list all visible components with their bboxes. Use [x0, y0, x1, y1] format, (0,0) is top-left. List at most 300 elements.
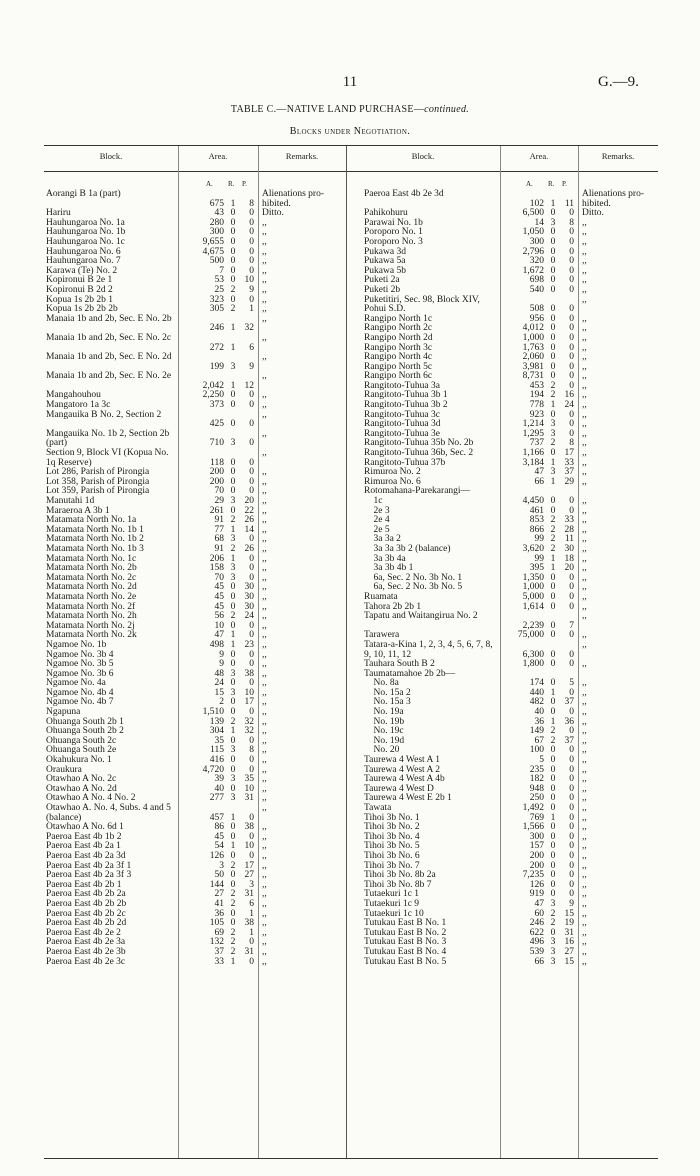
- area-acres: 272: [209, 342, 224, 353]
- block-name: Ngamoe No. 4b 4: [46, 687, 114, 698]
- area-perches: 36: [564, 716, 574, 727]
- area-roods: 1: [230, 956, 236, 967]
- table-header-rule: [44, 171, 658, 172]
- remarks: ,,: [262, 591, 267, 602]
- area-acres: 105: [209, 918, 224, 929]
- area-acres: 29: [214, 496, 224, 506]
- remarks: ,,: [582, 812, 587, 823]
- area-roods: 3: [230, 496, 236, 506]
- area-acres: 1,050: [522, 227, 544, 238]
- area-perches: 0: [569, 409, 574, 420]
- area-perches: 0: [249, 256, 254, 267]
- remarks: ,,: [582, 284, 587, 295]
- area-acres: 261: [209, 505, 224, 516]
- area-roods: 0: [550, 678, 556, 689]
- block-name: Tauhara South B 2: [364, 659, 435, 670]
- area-roods: 0: [550, 630, 556, 641]
- area-acres: 304: [209, 726, 224, 737]
- remarks: Ditto.: [582, 208, 604, 219]
- area-roods: 0: [550, 659, 556, 670]
- left-table-body: [46, 190, 346, 967]
- table-row: [364, 727, 658, 737]
- area-roods: 0: [550, 371, 556, 382]
- area-perches: 0: [569, 380, 574, 391]
- table-row: [364, 583, 658, 593]
- area-perches: 10: [244, 687, 254, 698]
- area-roods: 0: [230, 879, 236, 890]
- area-acres: 2,042: [202, 380, 224, 391]
- area-acres: 5,000: [522, 591, 544, 602]
- area-perches: 0: [569, 419, 574, 430]
- area-perches: 0: [249, 937, 254, 948]
- area-perches: 6: [249, 898, 254, 909]
- area-roods: 0: [230, 764, 236, 775]
- block-name: Poroporo No. 1: [364, 227, 423, 238]
- area-roods: 0: [230, 467, 236, 478]
- area-acres: 5: [539, 755, 544, 766]
- area-acres: 75,000: [517, 630, 544, 641]
- remarks: ,,: [262, 294, 267, 305]
- area-acres: 320: [529, 256, 544, 267]
- block-name: Matamata North No. 2e: [46, 591, 137, 602]
- block-name: 2e 3: [364, 505, 390, 516]
- remarks: ,,: [262, 515, 267, 526]
- area-perches: 5: [569, 678, 574, 689]
- block-name: Paeroa East 4b 2a 3f 1: [46, 860, 132, 871]
- area-perches: 11: [564, 198, 574, 209]
- remarks: ,,: [262, 601, 267, 612]
- area-perches: 37: [564, 697, 574, 708]
- area-perches: 0: [249, 265, 254, 276]
- area-perches: 26: [244, 543, 254, 554]
- remarks: ,,: [582, 726, 587, 737]
- area-acres: 182: [529, 774, 544, 785]
- area-acres: 200: [529, 860, 544, 871]
- area-acres: 33: [214, 956, 224, 967]
- remarks: ,,: [262, 304, 267, 315]
- area-roods: 0: [230, 505, 236, 516]
- block-name: Matamata North No. 1c: [46, 553, 137, 564]
- table-row: [364, 737, 658, 747]
- block-name: Tutukau East B No. 4: [364, 946, 447, 957]
- area-acres: 91: [214, 543, 224, 554]
- remarks: ,,: [262, 841, 267, 852]
- area-roods: 0: [550, 284, 556, 295]
- area-acres: 66: [534, 476, 544, 487]
- remarks: ,,: [582, 342, 587, 353]
- table-row: [364, 267, 658, 277]
- area-acres: 126: [529, 879, 544, 890]
- area-perches: 0: [569, 707, 574, 718]
- block-name: Ngamoe No. 3b 6: [46, 668, 114, 679]
- area-roods: 0: [230, 457, 236, 468]
- remarks: ,,: [262, 620, 267, 631]
- table-row: [46, 698, 346, 708]
- block-name: 3a 3a 3b 2 (balance): [364, 543, 451, 554]
- area-perches: 7: [569, 620, 574, 631]
- area-roods: 0: [230, 236, 236, 247]
- area-roods: 1: [550, 476, 556, 487]
- remarks: ,,: [582, 956, 587, 967]
- remarks: ,,: [582, 236, 587, 247]
- area-acres: 45: [214, 601, 224, 612]
- block-name: Aorangi B 1a (part): [46, 189, 121, 199]
- area-perches: 0: [249, 246, 254, 257]
- area-roods: 0: [550, 707, 556, 718]
- block-name: Rangitoto-Tuhua 3e: [364, 428, 440, 439]
- area-perches: 0: [569, 774, 574, 785]
- area-roods: 0: [230, 649, 236, 660]
- block-name: No. 15a 2: [364, 687, 411, 698]
- area-perches: 10: [244, 841, 254, 852]
- remarks: ,,: [582, 908, 587, 919]
- area-perches: 0: [249, 850, 254, 861]
- area-perches: 0: [249, 227, 254, 238]
- block-name: Ngapuna: [46, 707, 81, 718]
- area-perches: 0: [569, 208, 574, 219]
- area-roods: 1: [550, 457, 556, 468]
- remarks: ,,: [582, 313, 587, 324]
- remarks: ,,: [582, 332, 587, 343]
- area-roods: 3: [550, 217, 556, 228]
- remarks: ,,: [582, 678, 587, 689]
- area-perches: 0: [569, 284, 574, 295]
- area-roods: 3: [550, 419, 556, 430]
- block-name: Rangitoto-Tuhua 3b 2: [364, 400, 448, 411]
- block-name: Mangauika B No. 2, Section 2: [46, 409, 162, 420]
- block-name: No. 19b: [364, 716, 405, 727]
- area-perches: 32: [244, 716, 254, 727]
- area-perches: 8: [249, 198, 254, 209]
- block-name: Hauhungaroa No. 1a: [46, 217, 125, 228]
- area-acres: 737: [529, 438, 544, 449]
- area-perches: 20: [564, 563, 574, 574]
- area-perches: 0: [569, 582, 574, 593]
- area-perches: 9: [249, 361, 254, 372]
- block-name: Oraukura: [46, 764, 82, 775]
- block-name: Tutaekuri 1c 10: [364, 908, 424, 919]
- remarks: ,,: [262, 582, 267, 593]
- area-perches: 30: [244, 591, 254, 602]
- area-perches: 0: [249, 630, 254, 641]
- area-acres: 1,214: [522, 419, 544, 430]
- area-acres: 60: [534, 908, 544, 919]
- area-roods: 0: [550, 601, 556, 612]
- area-perches: 31: [244, 946, 254, 957]
- area-acres: 2,796: [522, 246, 544, 257]
- area-perches: 37: [564, 735, 574, 746]
- unit-a-left: A.: [206, 180, 213, 188]
- remarks: ,,: [262, 918, 267, 929]
- block-name: Otawhao A No. 2d: [46, 783, 117, 794]
- remarks: ,,: [582, 380, 587, 391]
- area-perches: 0: [569, 505, 574, 516]
- remarks: ,,: [262, 534, 267, 545]
- area-perches: 0: [249, 438, 254, 449]
- area-roods: 2: [550, 918, 556, 929]
- area-roods: 0: [230, 400, 236, 411]
- block-name: Puketi 2a: [364, 275, 400, 286]
- block-name: Pahikohuru: [364, 208, 408, 219]
- area-roods: 0: [230, 582, 236, 593]
- table-row: [46, 449, 346, 468]
- remarks: ,,: [262, 889, 267, 900]
- remarks: ,,: [582, 256, 587, 267]
- area-perches: 0: [249, 467, 254, 478]
- remarks: ,,: [262, 803, 267, 813]
- block-name: Hauhungaroa No. 1c: [46, 236, 125, 247]
- remarks: ,,: [582, 515, 587, 526]
- area-acres: 118: [210, 457, 224, 468]
- area-perches: 0: [249, 735, 254, 746]
- area-perches: 11: [564, 534, 574, 545]
- table-row: [364, 958, 658, 968]
- area-roods: 0: [230, 822, 236, 833]
- area-roods: 0: [550, 860, 556, 871]
- remarks: ,,: [262, 946, 267, 957]
- area-acres: 2: [219, 697, 224, 708]
- column-header-block-left: Block.: [99, 151, 123, 161]
- area-roods: 0: [230, 486, 236, 497]
- area-roods: 3: [550, 467, 556, 478]
- table-row: [46, 372, 346, 391]
- remarks: ,,: [262, 256, 267, 267]
- table-row: [364, 612, 658, 631]
- area-perches: 28: [564, 524, 574, 535]
- remarks: ,,: [582, 371, 587, 382]
- remarks: ,,: [262, 908, 267, 919]
- area-acres: 144: [209, 879, 224, 890]
- area-perches: 29: [564, 476, 574, 487]
- block-name: Paeroa East 4b 2b 2b: [46, 898, 127, 909]
- area-roods: 2: [230, 716, 236, 727]
- remarks: ,,: [262, 332, 267, 343]
- area-acres: 40: [214, 783, 224, 794]
- area-acres: 323: [209, 294, 224, 305]
- area-roods: 1: [230, 812, 236, 823]
- area-perches: 0: [569, 726, 574, 737]
- area-acres: 102: [529, 198, 544, 209]
- area-acres: 246: [209, 323, 224, 334]
- remarks: ,,: [582, 687, 587, 698]
- area-perches: 0: [249, 755, 254, 766]
- block-name: Puketitiri, Sec. 98, Block XIV, Pohui S.D.: [364, 294, 480, 315]
- area-acres: 8,731: [522, 371, 544, 382]
- area-roods: 3: [230, 563, 236, 574]
- block-name: Rangipo North 4c: [364, 352, 433, 363]
- remarks: ,,: [582, 553, 587, 564]
- area-acres: 53: [214, 275, 224, 286]
- area-perches: 0: [249, 553, 254, 564]
- area-acres: 1,350: [522, 572, 544, 583]
- area-roods: 2: [230, 515, 236, 526]
- area-roods: 2: [550, 438, 556, 449]
- area-acres: 132: [209, 937, 224, 948]
- area-roods: 0: [230, 476, 236, 487]
- area-roods: 3: [230, 534, 236, 545]
- area-roods: 3: [230, 572, 236, 583]
- area-acres: 200: [209, 467, 224, 478]
- block-name: Matamata North No. 2c: [46, 572, 137, 583]
- remarks: ,,: [262, 496, 267, 506]
- remarks: ,,: [262, 505, 267, 516]
- area-perches: 32: [244, 323, 254, 334]
- area-acres: 27: [214, 889, 224, 900]
- remarks: ,,: [582, 630, 587, 641]
- block-name: Tarawera: [364, 630, 400, 641]
- area-acres: 622: [529, 927, 544, 938]
- table-row: [46, 353, 346, 372]
- area-perches: 9: [569, 898, 574, 909]
- area-perches: 0: [569, 428, 574, 439]
- block-name: Hariru: [46, 208, 71, 219]
- remarks: ,,: [582, 716, 587, 727]
- area-acres: 66: [534, 956, 544, 967]
- remarks: ,,: [262, 707, 267, 718]
- area-acres: 206: [209, 553, 224, 564]
- block-name: Mangatoro 1a 3c: [46, 400, 111, 411]
- area-roods: 0: [550, 332, 556, 343]
- block-name: Tutukau East B No. 2: [364, 927, 447, 938]
- area-perches: 8: [569, 217, 574, 228]
- block-name: Otawhao A No. 2c: [46, 774, 117, 785]
- remarks: ,,: [582, 755, 587, 766]
- area-perches: 3: [249, 879, 254, 890]
- block-name: Hauhungaroa No. 6: [46, 246, 121, 257]
- area-perches: 1: [249, 908, 254, 919]
- area-acres: 395: [529, 563, 544, 574]
- area-acres: 99: [534, 534, 544, 545]
- block-name: Paeroa East 4b 2b 2a: [46, 889, 126, 900]
- table-row: [46, 756, 346, 766]
- area-acres: 1,763: [522, 342, 544, 353]
- area-acres: 9: [219, 649, 224, 660]
- block-name: Manaia 1b and 2b, Sec. E No. 2d: [46, 352, 172, 363]
- block-name: Matamata North No. 1b 2: [46, 534, 144, 545]
- area-acres: 24: [214, 678, 224, 689]
- block-name: Ohuanga South 2c: [46, 735, 117, 746]
- block-name: Otawhao A No. 6d 1: [46, 822, 124, 833]
- area-perches: 0: [569, 889, 574, 900]
- area-perches: 1: [249, 927, 254, 938]
- remarks: ,,: [262, 246, 267, 257]
- block-name: Taurewa 4 West D: [364, 783, 434, 794]
- remarks: ,,: [262, 793, 267, 804]
- area-roods: 0: [230, 591, 236, 602]
- area-roods: 0: [230, 697, 236, 708]
- remarks: ,,: [262, 572, 267, 583]
- area-perches: 0: [569, 764, 574, 775]
- block-name: Manaia 1b and 2b, Sec. E No. 2e: [46, 371, 172, 382]
- block-name: Tutukau East B No. 5: [364, 956, 447, 967]
- table-title-suffix: continued.: [424, 104, 470, 115]
- block-name: Tapatu and Waitangirua No. 2: [364, 611, 478, 622]
- block-name: Ohuanga South 2b 2: [46, 726, 124, 737]
- column-header-remarks-right: Remarks.: [601, 151, 635, 161]
- area-roods: 0: [550, 246, 556, 257]
- remarks: ,,: [262, 428, 267, 439]
- block-name: Paeroa East 4b 2e 2: [46, 927, 121, 938]
- area-acres: 919: [529, 889, 544, 900]
- area-perches: 31: [244, 889, 254, 900]
- block-name: Pukawa 5b: [364, 265, 406, 276]
- remarks: ,,: [582, 428, 587, 439]
- table-row: [46, 958, 346, 968]
- area-roods: 0: [550, 620, 556, 631]
- area-roods: 0: [230, 265, 236, 276]
- remarks: ,,: [262, 956, 267, 967]
- remarks: ,,: [262, 563, 267, 574]
- block-name: Kopironui B 2d 2: [46, 284, 113, 295]
- block-name: Paeroa East 4b 2b 2d: [46, 918, 127, 929]
- block-name: Manaia 1b and 2b, Sec. E No. 2c: [46, 332, 172, 343]
- area-perches: 0: [569, 870, 574, 881]
- area-roods: 0: [550, 313, 556, 324]
- area-roods: 1: [230, 342, 236, 353]
- area-perches: 0: [569, 803, 574, 813]
- area-acres: 200: [529, 850, 544, 861]
- area-acres: 14: [534, 217, 544, 228]
- remarks: ,,: [262, 850, 267, 861]
- area-perches: 33: [564, 457, 574, 468]
- block-name: Matamata North No. 1b 1: [46, 524, 144, 535]
- area-roods: 0: [230, 256, 236, 267]
- block-name: Rangitoto-Tuhua 3d: [364, 419, 441, 430]
- block-name: Taurewa 4 West E 2b 1: [364, 793, 452, 804]
- area-roods: 0: [550, 323, 556, 334]
- unit-r-left: R.: [228, 180, 235, 188]
- remarks: ,,: [262, 774, 267, 785]
- area-perches: 26: [244, 515, 254, 526]
- area-acres: 305: [209, 304, 224, 315]
- area-roods: 0: [550, 783, 556, 794]
- area-perches: 15: [564, 956, 574, 967]
- remarks: ,,: [582, 457, 587, 468]
- table-row: [364, 248, 658, 258]
- area-acres: 280: [209, 217, 224, 228]
- area-roods: 2: [550, 726, 556, 737]
- area-acres: 1,000: [522, 332, 544, 343]
- area-roods: 0: [230, 227, 236, 238]
- area-acres: 300: [529, 236, 544, 247]
- area-roods: 0: [550, 582, 556, 593]
- remarks: ,,: [582, 889, 587, 900]
- area-acres: 425: [209, 419, 224, 430]
- area-roods: 2: [230, 889, 236, 900]
- remarks: ,,: [262, 716, 267, 727]
- area-roods: 0: [550, 304, 556, 315]
- area-perches: 19: [564, 918, 574, 929]
- area-roods: 0: [550, 879, 556, 890]
- remarks: ,,: [582, 448, 587, 459]
- remarks: ,,: [582, 563, 587, 574]
- area-roods: 3: [230, 361, 236, 372]
- area-roods: 0: [550, 236, 556, 247]
- area-perches: 1: [249, 304, 254, 315]
- block-name: 2e 5: [364, 524, 390, 535]
- block-name: Tutukau East B No. 1: [364, 918, 447, 929]
- area-perches: 9: [249, 284, 254, 295]
- area-perches: 10: [244, 275, 254, 286]
- area-perches: 31: [244, 793, 254, 804]
- block-name: Parawai No. 1b: [364, 217, 423, 228]
- unit-r-right: R.: [548, 180, 555, 188]
- block-name: Poroporo No. 3: [364, 236, 423, 247]
- remarks: ,,: [582, 803, 587, 813]
- area-acres: 149: [529, 726, 544, 737]
- area-acres: 1,614: [522, 601, 544, 612]
- area-acres: 3,184: [522, 457, 544, 468]
